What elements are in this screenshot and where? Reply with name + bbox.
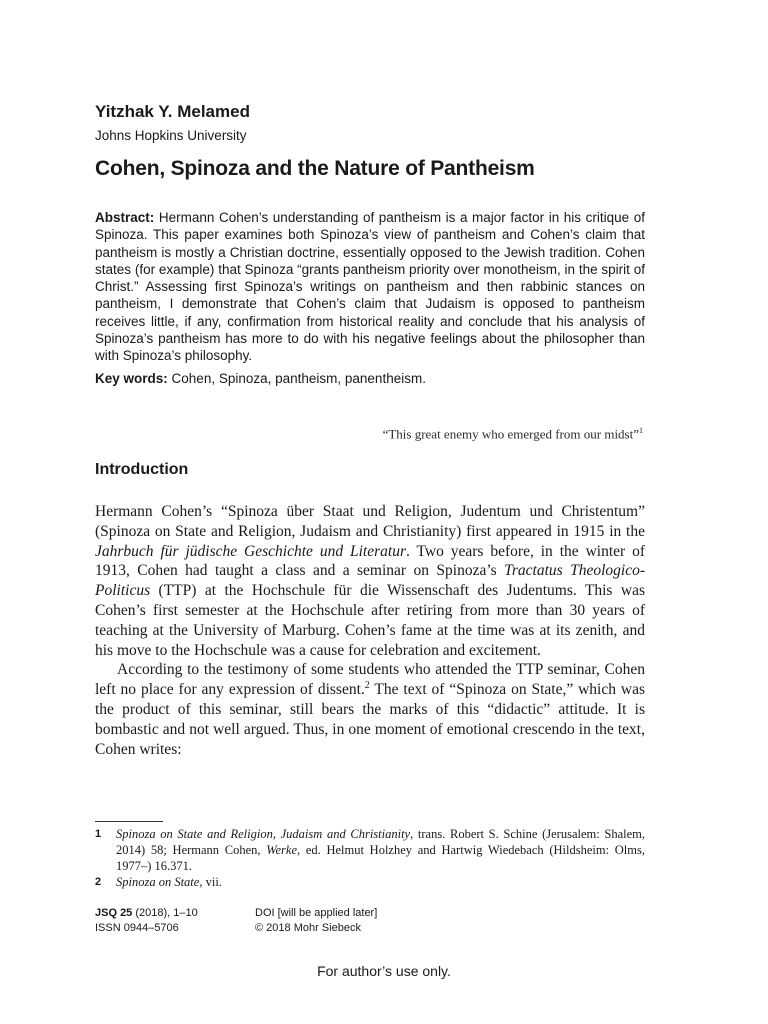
keywords	[95, 371, 426, 386]
body-text-run: According to the testimony of some students who attended the TTP seminar, Cohen left no place for any expression of dissent.	[95, 661, 645, 699]
footnote-number: 2	[95, 876, 102, 888]
doi: DOI [will be applied later]	[255, 907, 378, 919]
footnote-title: Spinoza on State	[116, 875, 200, 889]
body-text-run: Hermann Cohen’s “Spinoza über Staat und Religion, Judentum und Christentum” (Spinoza on State and Religion, Judaism and Christianity) first appeared in 1915 in the	[95, 503, 645, 540]
keywords-label: Key words:	[95, 371, 168, 386]
author-use-notice: For author’s use only.	[317, 963, 451, 979]
body-text-run: (TTP) at the Hochschule für die Wissenschaft des Judentums. This was Cohen’s first semester at the Hochschule after retiring from more than 30 years of teaching at the University of Marburg. Cohen’s fame at the time was at its zenith, and his move to the Hochschule was a cause for celebration and excitement.	[95, 582, 645, 659]
body-text-run: . Two years before, in the winter of 1913, Cohen had taught a class and a seminar on Spinoza’s	[95, 542, 646, 580]
footnote-number: 1	[95, 828, 102, 840]
footnote-text: , vii.	[199, 875, 222, 889]
footnote-text: , ed. Helmut Holzhey and Hartwig Wiedebach (Hildsheim: Olms, 1977–) 16.371.	[116, 843, 645, 873]
body-text-run: The text of “Spinoza on State,” which was the product of this seminar, still bears the marks of this “didactic” attitude. It is bombastic and not well argued. Thus, in one moment of emotional crescendo in the text, Cohen writes:	[95, 681, 646, 758]
journal-line	[95, 906, 198, 921]
footnote-title: Werke	[266, 843, 298, 857]
abstract-text: Hermann Cohen’s understanding of pantheism is a major factor in his critique of Spinoza. This paper examines both Spinoza’s view of pantheism and Cohen’s claim that pantheism is mostly a Christian doctrine, essentially opposed to the Jewish tradition. Cohen states (for example) that Spinoza “grants pantheism priority over monotheism, in the spirit of Christ.” Assessing first Spinoza’s writings on pantheism and then rabbinic stances on pantheism, I demonstrate that Cohen’s claim that Judaism is opposed to pantheism receives little, if any, confirmation from historical reality and conclude that his analysis of Spinoza’s pantheism has more to do with his negative feelings about the philosopher than with Spinoza’s philosophy.	[95, 210, 645, 364]
article-title: Cohen, Spinoza and the Nature of Pantheism	[95, 157, 535, 180]
journal-volume: (2018), 1–10	[132, 907, 198, 919]
epigraph	[300, 426, 643, 442]
body-paragraph	[95, 502, 645, 660]
body-italic-run: Jahrbuch für jüdische Geschichte und Literatur	[95, 542, 406, 560]
doi-block	[255, 906, 377, 936]
footnote-divider	[95, 821, 163, 822]
author-name: Yitzhak Y. Melamed	[95, 102, 250, 121]
journal-citation	[95, 906, 198, 936]
author-affiliation: Johns Hopkins University	[95, 128, 247, 143]
epigraph-footnote-ref[interactable]: 1	[639, 426, 643, 435]
issn: ISSN 0944–5706	[95, 922, 179, 934]
body-paragraph	[95, 660, 645, 759]
footnote-text: , trans. Robert S. Schine (Jerusalem: Shalem, 2014) 58; Hermann Cohen,	[116, 827, 646, 857]
epigraph-text: “This great enemy who emerged from our midst”	[382, 426, 639, 442]
keywords-text: Cohen, Spinoza, pantheism, panentheism.	[171, 371, 426, 386]
footnote	[95, 874, 645, 890]
abstract-label: Abstract:	[95, 210, 155, 225]
copyright: © 2018 Mohr Siebeck	[255, 922, 361, 934]
body-text	[95, 502, 645, 759]
footnotes	[95, 826, 645, 890]
section-heading: Introduction	[95, 461, 189, 478]
footnote	[95, 826, 645, 874]
journal-name: JSQ 25	[95, 907, 133, 919]
body-italic-run: Tractatus Theologico-Politicus	[95, 562, 645, 600]
abstract	[95, 209, 645, 365]
footnote-title: Spinoza on State and Religion, Judaism and Christianity	[116, 827, 411, 841]
footnote-ref[interactable]: 2	[364, 680, 370, 692]
